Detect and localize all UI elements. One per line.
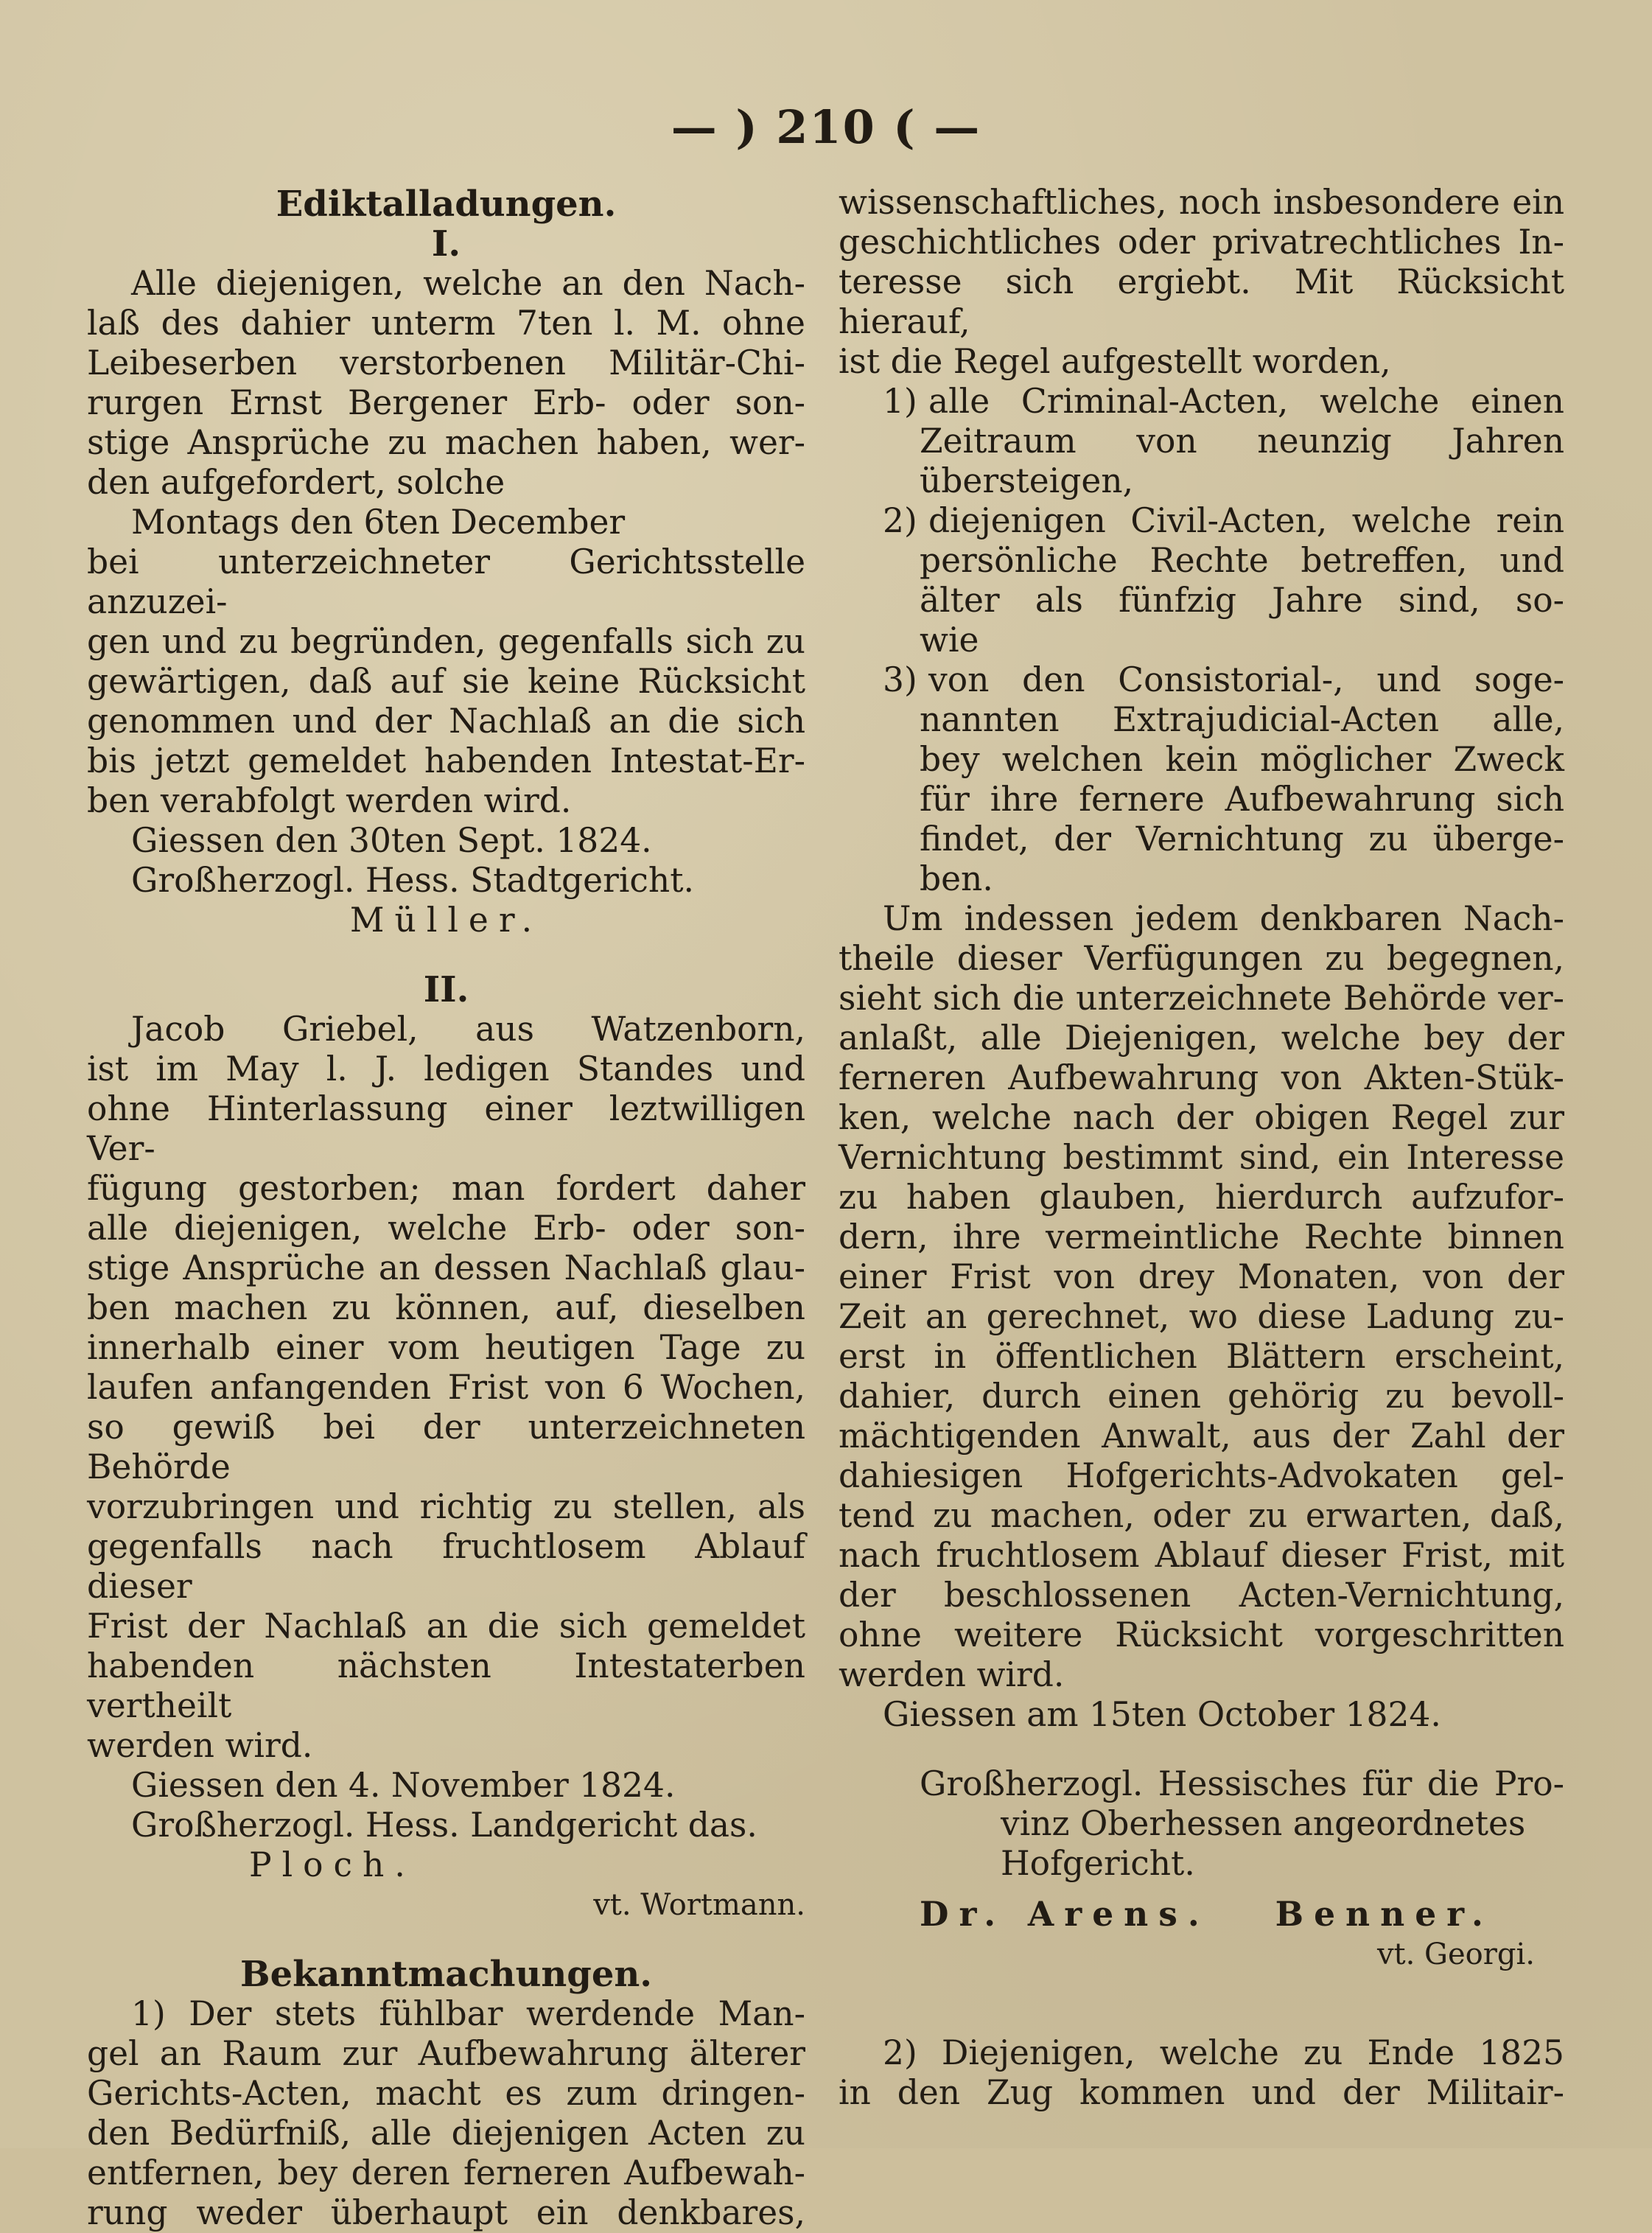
text-line: entfernen, bey deren ferneren Aufbewah- <box>87 2153 805 2192</box>
text-line: einer Frist von drey Monaten, von der <box>839 1257 1564 1296</box>
text-line: ben machen zu können, auf, dieselben <box>87 1288 805 1327</box>
text-line: Alle diejenigen, welche an den Nach- <box>131 264 805 303</box>
signature-arens: Dr. Arens. <box>920 1894 1210 1934</box>
rule-list <box>839 382 1564 899</box>
text-line: ken, welche nach der obigen Regel zur <box>839 1098 1564 1137</box>
text-line: Zeitraum von neunzig Jahren <box>920 422 1564 461</box>
text-line: Frist der Nachlaß an die sich gemeldet <box>87 1607 805 1646</box>
announcement-1-text <box>87 1994 805 2233</box>
court-name: Großherzogl. Hess. Landgericht das. <box>131 1806 757 1845</box>
text-line: so gewiß bei der unterzeichneten Behörde <box>87 1408 805 1486</box>
text-line: laß des dahier unterm 7ten l. M. ohne <box>87 304 805 343</box>
text-line: mächtigenden Anwalt, aus der Zahl der <box>839 1416 1564 1456</box>
text-line: Vernichtung bestimmt sind, ein Interesse <box>839 1138 1564 1177</box>
text-line: dahiesigen Hofgerichts-Advokaten gel- <box>839 1456 1564 1495</box>
text-line: teresse sich ergiebt. Mit Rücksicht hierauf, <box>839 262 1564 341</box>
signature-benner: Benner. <box>1275 1894 1494 1934</box>
text-line: Jacob Griebel, aus Watzenborn, <box>131 1010 805 1049</box>
text-line: werden wird. <box>87 1726 313 1765</box>
text-line: älter als fünfzig Jahre sind, so- <box>920 581 1564 620</box>
text-line: wie <box>920 621 979 660</box>
text-line: ist im May l. J. ledigen Standes und <box>87 1049 805 1088</box>
text-line: der beschlossenen Acten-Vernichtung, <box>839 1576 1564 1615</box>
text-line: für ihre fernere Aufbewahrung sich <box>920 780 1564 819</box>
notice-2-text <box>87 1010 805 1766</box>
countersignature: vt. Wortmann. <box>593 1888 805 1922</box>
text-line: theile dieser Verfügungen zu begegnen, <box>839 939 1564 978</box>
signatures <box>839 1894 1564 1935</box>
text-line: den aufgefordert, solche <box>87 463 505 502</box>
place-date: Giessen den 30ten Sept. 1824. <box>131 821 652 860</box>
text-line: gen und zu begründen, gegenfalls sich zu <box>87 622 805 661</box>
text-line: innerhalb einer vom heutigen Tage zu <box>87 1328 805 1367</box>
rule-item-2 <box>839 501 1564 660</box>
text-line: Um indessen jedem denkbaren Nach- <box>883 899 1564 938</box>
text-line: rurgen Ernst Bergener Erb- oder son- <box>87 383 805 422</box>
text-line: ben. <box>920 859 993 898</box>
right-column <box>839 183 1564 2113</box>
text-line: laufen anfangenden Frist von 6 Wochen, <box>87 1368 805 1407</box>
text-line: gegenfalls nach fruchtlosem Ablauf dieser <box>87 1527 805 1606</box>
text-line: erst in öffentlichen Blättern erscheint, <box>839 1337 1564 1376</box>
text-line: 1) Der stets fühlbar werdende Man- <box>131 1994 805 2033</box>
text-line: nach fruchtlosem Ablauf dieser Frist, mit <box>839 1536 1564 1575</box>
text-line: ohne weitere Rücksicht vorgeschritten <box>839 1615 1564 1654</box>
text-line: vinz Oberhessen angeordnetes <box>1001 1804 1526 1843</box>
text-line: Hofgericht. <box>1001 1844 1195 1883</box>
rule-item-3 <box>839 660 1564 899</box>
text-line: dern, ihre vermeintliche Rechte binnen <box>839 1217 1564 1257</box>
text-line: diejenigen Civil-Acten, welche rein <box>928 501 1564 540</box>
text-line: persönliche Rechte betreffen, und <box>920 541 1564 580</box>
text-line: ben verabfolgt werden wird. <box>87 781 572 820</box>
text-line: den Bedürfniß, alle diejenigen Acten zu <box>87 2114 805 2153</box>
countersignature: vt. Georgi. <box>1376 1937 1535 1971</box>
text-line: stige Ansprüche zu machen haben, wer- <box>87 423 805 462</box>
text-line: übersteigen, <box>920 461 1134 500</box>
text-line: gewärtigen, daß auf sie keine Rücksicht <box>87 662 805 701</box>
notice-number-2: II. <box>423 969 469 1010</box>
text-line: Großherzogl. Hessisches für die Pro- <box>920 1764 1564 1803</box>
notice-number-1: I. <box>431 223 461 265</box>
court-name: Großherzogl. Hess. Stadtgericht. <box>131 861 694 900</box>
text-line: vorzubringen und richtig zu stellen, als <box>87 1487 805 1526</box>
text-line: alle Criminal-Acten, welche einen <box>928 382 1564 421</box>
text-line: findet, der Vernichtung zu überge- <box>920 820 1564 859</box>
item-number: 2) <box>883 501 917 540</box>
place-date: Giessen am 15ten October 1824. <box>883 1695 1441 1734</box>
announcement-body <box>839 899 1564 1695</box>
text-line: alle diejenigen, welche Erb- oder son- <box>87 1209 805 1248</box>
text-line: von den Consistorial-, und soge- <box>928 660 1564 699</box>
rule-item-1 <box>839 382 1564 501</box>
page-header: — ) 210 ( — <box>671 100 981 154</box>
signature: Ploch. <box>249 1845 416 1884</box>
signature: Müller. <box>349 901 543 940</box>
text-line: nannten Extrajudicial-Acten alle, <box>920 700 1564 739</box>
left-column <box>87 184 805 2233</box>
text-line: stige Ansprüche an dessen Nachlaß glau- <box>87 1248 805 1287</box>
text-line: Zeit an gerechnet, wo diese Ladung zu- <box>839 1297 1564 1336</box>
item-number: 1) <box>883 382 917 421</box>
text-line: genommen und der Nachlaß an die sich <box>87 702 805 741</box>
text-line: Gerichts-Acten, macht es zum dringen- <box>87 2074 805 2113</box>
text-line: dahier, durch einen gehörig zu bevoll- <box>839 1377 1564 1416</box>
text-line: 2) Diejenigen, welche zu Ende 1825 <box>883 2033 1564 2072</box>
text-line: ist die Regel aufgestellt worden, <box>839 342 1391 381</box>
text-line: zu haben glauben, hierdurch aufzufor- <box>839 1178 1564 1217</box>
text-line: bei unterzeichneter Gerichtsstelle anzuzei- <box>87 542 805 621</box>
text-line: ferneren Aufbewahrung von Akten-Stük- <box>839 1058 1564 1097</box>
section-heading-ediktalladungen: Ediktalladungen. <box>276 184 617 225</box>
section-heading-bekanntmachungen: Bekanntmachungen. <box>240 1954 652 1995</box>
text-line: werden wird. <box>839 1655 1065 1694</box>
text-line: in den Zug kommen und der Militair- <box>839 2073 1564 2112</box>
announcement-2-text <box>839 2033 1564 2113</box>
text-line: rung weder überhaupt ein denkbares, <box>87 2193 805 2232</box>
text-line: ohne Hinterlassung einer leztwilligen Ver- <box>87 1089 805 1168</box>
text-line: anlaßt, alle Diejenigen, welche bey der <box>839 1018 1564 1058</box>
text-line: Montags den 6ten December <box>131 503 626 542</box>
text-line: wissenschaftliches, noch insbesondere ein <box>839 183 1564 222</box>
court-name <box>839 1764 1564 1884</box>
text-line: bey welchen kein möglicher Zweck <box>920 740 1564 779</box>
notice-1-text <box>87 264 805 821</box>
text-line: Leibeserben verstorbenen Militär-Chi- <box>87 343 805 382</box>
announcement-1-continued <box>839 183 1564 382</box>
text-line: bis jetzt gemeldet habenden Intestat-Er- <box>87 741 805 780</box>
text-line: gel an Raum zur Aufbewahrung älterer <box>87 2034 805 2073</box>
text-line: geschichtliches oder privatrechtliches In- <box>839 223 1564 262</box>
item-number: 3) <box>883 660 917 699</box>
text-line: fügung gestorben; man fordert daher <box>87 1169 805 1208</box>
text-line: habenden nächsten Intestaterben vertheilt <box>87 1646 805 1725</box>
text-line: tend zu machen, oder zu erwarten, daß, <box>839 1496 1564 1535</box>
place-date: Giessen den 4. November 1824. <box>131 1766 676 1805</box>
text-line: sieht sich die unterzeichnete Behörde ver- <box>839 979 1564 1018</box>
